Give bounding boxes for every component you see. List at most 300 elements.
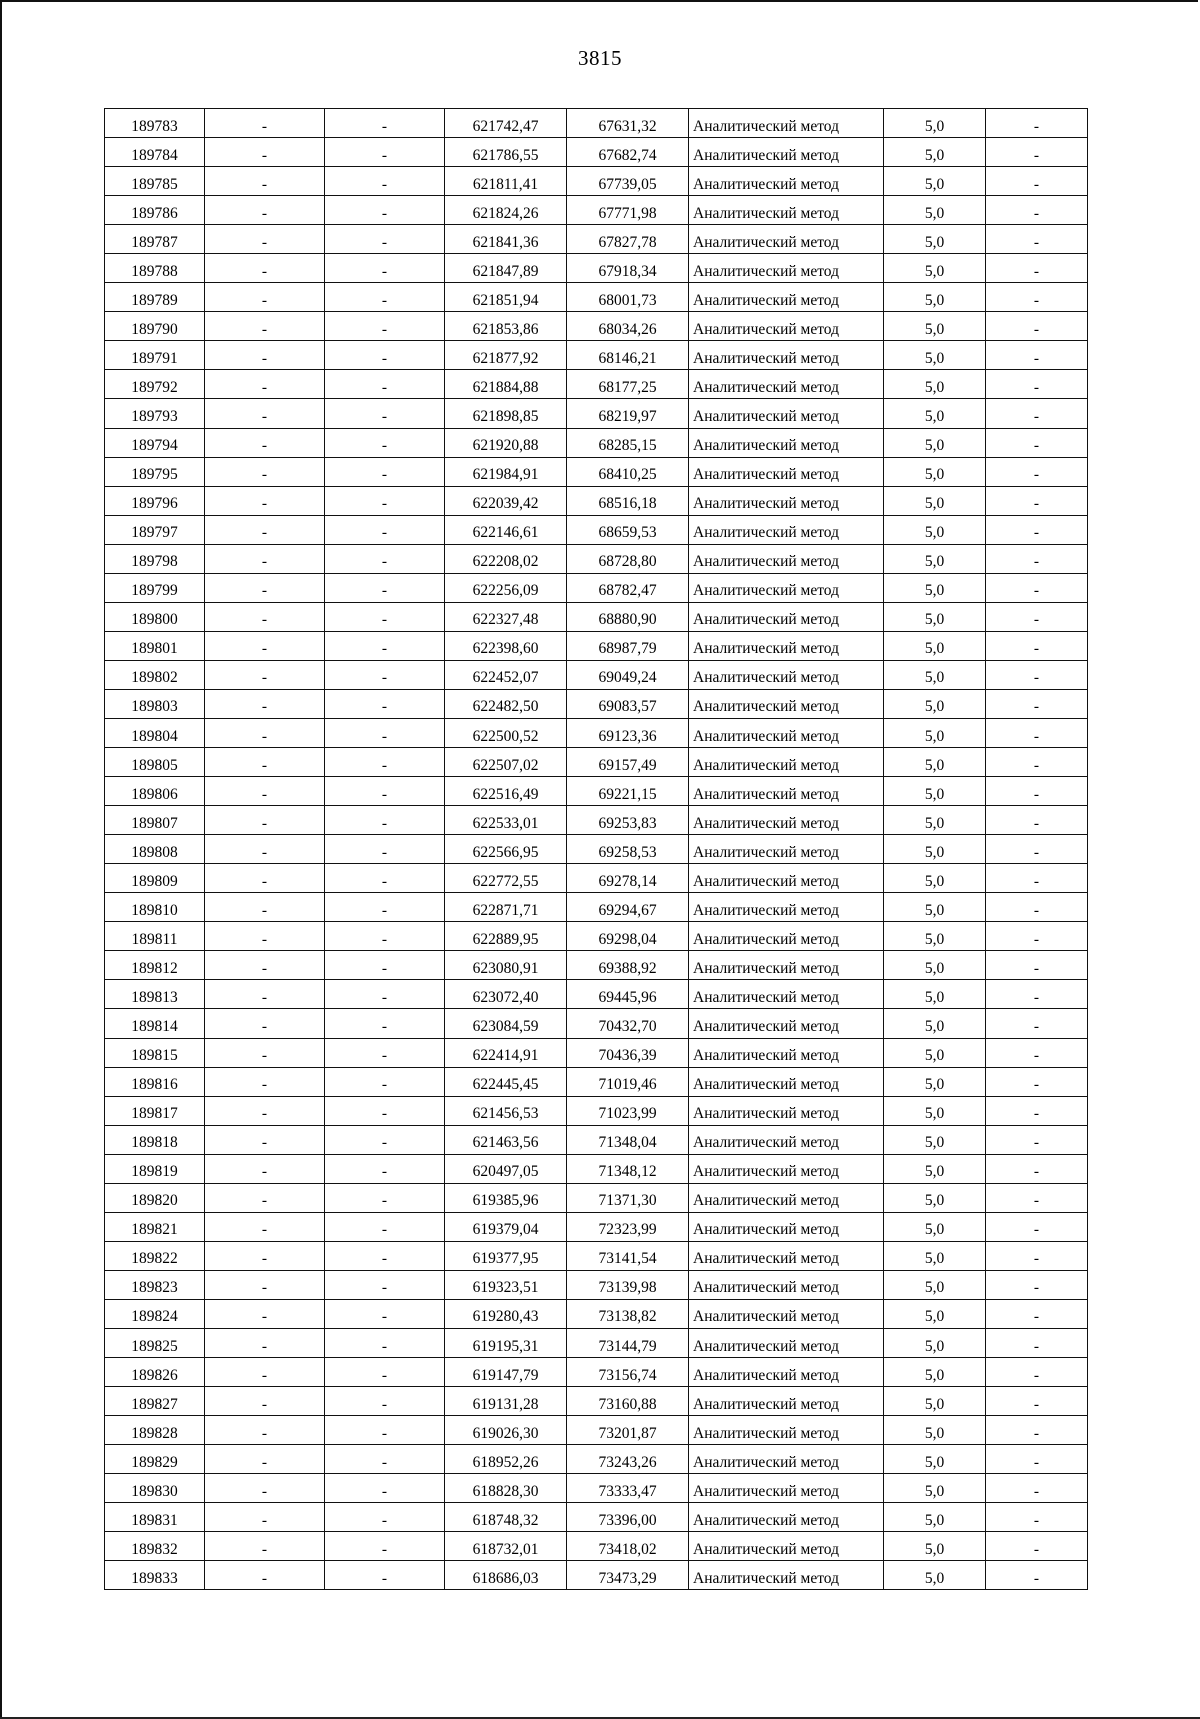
- coord-y-cell: 73201,87: [567, 1416, 689, 1445]
- table-row: [105, 835, 1088, 864]
- accuracy-cell: 5,0: [884, 1387, 986, 1416]
- accuracy-cell: 5,0: [884, 864, 986, 893]
- point-number-cell: 189816: [105, 1067, 205, 1096]
- empty-cell-2: -: [325, 1387, 445, 1416]
- empty-cell-3: -: [986, 196, 1088, 225]
- method-cell: Аналитический метод: [689, 312, 884, 341]
- point-number-cell: 189821: [105, 1212, 205, 1241]
- empty-cell-1: -: [205, 1067, 325, 1096]
- table-row: [105, 1183, 1088, 1212]
- empty-cell-1: -: [205, 922, 325, 951]
- empty-cell-2: -: [325, 922, 445, 951]
- table-row: [105, 748, 1088, 777]
- accuracy-cell: 5,0: [884, 515, 986, 544]
- method-cell: Аналитический метод: [689, 951, 884, 980]
- point-number-cell: 189830: [105, 1474, 205, 1503]
- method-cell: Аналитический метод: [689, 1125, 884, 1154]
- coord-x-cell: 622533,01: [445, 806, 567, 835]
- empty-cell-3: -: [986, 341, 1088, 370]
- coord-y-cell: 71023,99: [567, 1096, 689, 1125]
- coord-y-cell: 69294,67: [567, 893, 689, 922]
- method-cell: Аналитический метод: [689, 1270, 884, 1299]
- table-row: [105, 515, 1088, 544]
- empty-cell-3: -: [986, 1445, 1088, 1474]
- method-cell: Аналитический метод: [689, 1241, 884, 1270]
- coord-y-cell: 73160,88: [567, 1387, 689, 1416]
- point-number-cell: 189826: [105, 1358, 205, 1387]
- empty-cell-3: -: [986, 1212, 1088, 1241]
- coord-x-cell: 620497,05: [445, 1154, 567, 1183]
- empty-cell-1: -: [205, 428, 325, 457]
- coord-x-cell: 619147,79: [445, 1358, 567, 1387]
- point-number-cell: 189811: [105, 922, 205, 951]
- empty-cell-3: -: [986, 573, 1088, 602]
- empty-cell-2: -: [325, 1532, 445, 1561]
- accuracy-cell: 5,0: [884, 573, 986, 602]
- empty-cell-1: -: [205, 573, 325, 602]
- empty-cell-2: -: [325, 341, 445, 370]
- coord-x-cell: 621920,88: [445, 428, 567, 457]
- empty-cell-2: -: [325, 283, 445, 312]
- accuracy-cell: 5,0: [884, 1561, 986, 1590]
- coord-x-cell: 622445,45: [445, 1067, 567, 1096]
- coord-x-cell: 621456,53: [445, 1096, 567, 1125]
- coord-y-cell: 68285,15: [567, 428, 689, 457]
- table-row: [105, 1358, 1088, 1387]
- accuracy-cell: 5,0: [884, 138, 986, 167]
- empty-cell-3: -: [986, 399, 1088, 428]
- empty-cell-3: -: [986, 1328, 1088, 1357]
- table-row: [105, 1067, 1088, 1096]
- accuracy-cell: 5,0: [884, 196, 986, 225]
- method-cell: Аналитический метод: [689, 1299, 884, 1328]
- table-row: [105, 1009, 1088, 1038]
- empty-cell-3: -: [986, 1270, 1088, 1299]
- empty-cell-3: -: [986, 486, 1088, 515]
- empty-cell-2: -: [325, 1270, 445, 1299]
- empty-cell-3: -: [986, 1416, 1088, 1445]
- method-cell: Аналитический метод: [689, 1474, 884, 1503]
- method-cell: Аналитический метод: [689, 138, 884, 167]
- empty-cell-1: -: [205, 138, 325, 167]
- empty-cell-1: -: [205, 1358, 325, 1387]
- empty-cell-2: -: [325, 312, 445, 341]
- coord-y-cell: 68728,80: [567, 544, 689, 573]
- method-cell: Аналитический метод: [689, 660, 884, 689]
- table-row: [105, 399, 1088, 428]
- empty-cell-3: -: [986, 1067, 1088, 1096]
- method-cell: Аналитический метод: [689, 457, 884, 486]
- empty-cell-3: -: [986, 718, 1088, 747]
- accuracy-cell: 5,0: [884, 370, 986, 399]
- point-number-cell: 189785: [105, 167, 205, 196]
- accuracy-cell: 5,0: [884, 951, 986, 980]
- empty-cell-2: -: [325, 486, 445, 515]
- coord-x-cell: 621841,36: [445, 225, 567, 254]
- method-cell: Аналитический метод: [689, 399, 884, 428]
- empty-cell-2: -: [325, 864, 445, 893]
- coord-x-cell: 619131,28: [445, 1387, 567, 1416]
- accuracy-cell: 5,0: [884, 1474, 986, 1503]
- empty-cell-3: -: [986, 893, 1088, 922]
- empty-cell-2: -: [325, 1299, 445, 1328]
- empty-cell-1: -: [205, 835, 325, 864]
- point-number-cell: 189828: [105, 1416, 205, 1445]
- empty-cell-1: -: [205, 864, 325, 893]
- empty-cell-3: -: [986, 1154, 1088, 1183]
- empty-cell-2: -: [325, 370, 445, 399]
- empty-cell-1: -: [205, 1125, 325, 1154]
- empty-cell-2: -: [325, 573, 445, 602]
- coord-x-cell: 621786,55: [445, 138, 567, 167]
- point-number-cell: 189813: [105, 980, 205, 1009]
- accuracy-cell: 5,0: [884, 341, 986, 370]
- empty-cell-2: -: [325, 196, 445, 225]
- coord-y-cell: 68880,90: [567, 602, 689, 631]
- point-number-cell: 189784: [105, 138, 205, 167]
- point-number-cell: 189822: [105, 1241, 205, 1270]
- empty-cell-3: -: [986, 748, 1088, 777]
- coord-y-cell: 69123,36: [567, 718, 689, 747]
- coord-x-cell: 621847,89: [445, 254, 567, 283]
- table-row: [105, 341, 1088, 370]
- empty-cell-1: -: [205, 777, 325, 806]
- coord-x-cell: 621811,41: [445, 167, 567, 196]
- table-row: [105, 1096, 1088, 1125]
- empty-cell-2: -: [325, 1561, 445, 1590]
- coord-x-cell: 619195,31: [445, 1328, 567, 1357]
- method-cell: Аналитический метод: [689, 254, 884, 283]
- empty-cell-1: -: [205, 980, 325, 1009]
- empty-cell-3: -: [986, 1503, 1088, 1532]
- table-row: [105, 718, 1088, 747]
- coord-y-cell: 68146,21: [567, 341, 689, 370]
- accuracy-cell: 5,0: [884, 283, 986, 312]
- empty-cell-2: -: [325, 777, 445, 806]
- accuracy-cell: 5,0: [884, 225, 986, 254]
- coord-y-cell: 68177,25: [567, 370, 689, 399]
- empty-cell-2: -: [325, 631, 445, 660]
- coord-y-cell: 71019,46: [567, 1067, 689, 1096]
- method-cell: Аналитический метод: [689, 544, 884, 573]
- empty-cell-2: -: [325, 1009, 445, 1038]
- point-number-cell: 189812: [105, 951, 205, 980]
- empty-cell-2: -: [325, 138, 445, 167]
- empty-cell-1: -: [205, 1561, 325, 1590]
- accuracy-cell: 5,0: [884, 980, 986, 1009]
- point-number-cell: 189832: [105, 1532, 205, 1561]
- coord-x-cell: 618732,01: [445, 1532, 567, 1561]
- coord-x-cell: 621742,47: [445, 109, 567, 138]
- empty-cell-2: -: [325, 515, 445, 544]
- empty-cell-3: -: [986, 980, 1088, 1009]
- coord-x-cell: 622500,52: [445, 718, 567, 747]
- accuracy-cell: 5,0: [884, 748, 986, 777]
- coordinates-table: [104, 108, 1088, 1590]
- empty-cell-3: -: [986, 631, 1088, 660]
- method-cell: Аналитический метод: [689, 631, 884, 660]
- empty-cell-2: -: [325, 1183, 445, 1212]
- empty-cell-3: -: [986, 1474, 1088, 1503]
- method-cell: Аналитический метод: [689, 428, 884, 457]
- table-row: [105, 1474, 1088, 1503]
- empty-cell-1: -: [205, 167, 325, 196]
- table-row: [105, 225, 1088, 254]
- point-number-cell: 189792: [105, 370, 205, 399]
- coord-y-cell: 70436,39: [567, 1038, 689, 1067]
- coord-y-cell: 69253,83: [567, 806, 689, 835]
- empty-cell-1: -: [205, 254, 325, 283]
- empty-cell-1: -: [205, 1212, 325, 1241]
- coord-x-cell: 621877,92: [445, 341, 567, 370]
- coord-x-cell: 619385,96: [445, 1183, 567, 1212]
- method-cell: Аналитический метод: [689, 1358, 884, 1387]
- empty-cell-1: -: [205, 109, 325, 138]
- empty-cell-3: -: [986, 1358, 1088, 1387]
- point-number-cell: 189829: [105, 1445, 205, 1474]
- empty-cell-1: -: [205, 1154, 325, 1183]
- accuracy-cell: 5,0: [884, 1270, 986, 1299]
- empty-cell-3: -: [986, 1532, 1088, 1561]
- empty-cell-2: -: [325, 1474, 445, 1503]
- empty-cell-1: -: [205, 1241, 325, 1270]
- empty-cell-1: -: [205, 341, 325, 370]
- empty-cell-1: -: [205, 1416, 325, 1445]
- coord-x-cell: 621898,85: [445, 399, 567, 428]
- accuracy-cell: 5,0: [884, 1328, 986, 1357]
- coord-y-cell: 70432,70: [567, 1009, 689, 1038]
- point-number-cell: 189796: [105, 486, 205, 515]
- coordinates-table-body: [105, 109, 1088, 1590]
- point-number-cell: 189791: [105, 341, 205, 370]
- coord-x-cell: 621463,56: [445, 1125, 567, 1154]
- empty-cell-1: -: [205, 283, 325, 312]
- method-cell: Аналитический метод: [689, 1154, 884, 1183]
- coord-y-cell: 73156,74: [567, 1358, 689, 1387]
- method-cell: Аналитический метод: [689, 573, 884, 602]
- accuracy-cell: 5,0: [884, 312, 986, 341]
- point-number-cell: 189810: [105, 893, 205, 922]
- table-row: [105, 980, 1088, 1009]
- empty-cell-3: -: [986, 1096, 1088, 1125]
- table-row: [105, 1328, 1088, 1357]
- table-row: [105, 1416, 1088, 1445]
- coord-x-cell: 621824,26: [445, 196, 567, 225]
- empty-cell-2: -: [325, 1154, 445, 1183]
- point-number-cell: 189790: [105, 312, 205, 341]
- empty-cell-1: -: [205, 1299, 325, 1328]
- table-row: [105, 1038, 1088, 1067]
- coord-y-cell: 69049,24: [567, 660, 689, 689]
- accuracy-cell: 5,0: [884, 1299, 986, 1328]
- method-cell: Аналитический метод: [689, 370, 884, 399]
- empty-cell-2: -: [325, 806, 445, 835]
- accuracy-cell: 5,0: [884, 1416, 986, 1445]
- empty-cell-3: -: [986, 370, 1088, 399]
- coord-y-cell: 67827,78: [567, 225, 689, 254]
- method-cell: Аналитический метод: [689, 1038, 884, 1067]
- empty-cell-3: -: [986, 1299, 1088, 1328]
- method-cell: Аналитический метод: [689, 1009, 884, 1038]
- method-cell: Аналитический метод: [689, 864, 884, 893]
- point-number-cell: 189795: [105, 457, 205, 486]
- empty-cell-2: -: [325, 748, 445, 777]
- empty-cell-2: -: [325, 399, 445, 428]
- coord-y-cell: 72323,99: [567, 1212, 689, 1241]
- empty-cell-3: -: [986, 1387, 1088, 1416]
- table-row: [105, 109, 1088, 138]
- empty-cell-2: -: [325, 254, 445, 283]
- coord-y-cell: 68516,18: [567, 486, 689, 515]
- point-number-cell: 189804: [105, 718, 205, 747]
- table-row: [105, 631, 1088, 660]
- empty-cell-3: -: [986, 1561, 1088, 1590]
- empty-cell-1: -: [205, 515, 325, 544]
- empty-cell-3: -: [986, 660, 1088, 689]
- empty-cell-2: -: [325, 428, 445, 457]
- accuracy-cell: 5,0: [884, 399, 986, 428]
- empty-cell-1: -: [205, 457, 325, 486]
- point-number-cell: 189797: [105, 515, 205, 544]
- table-row: [105, 1445, 1088, 1474]
- method-cell: Аналитический метод: [689, 1387, 884, 1416]
- accuracy-cell: 5,0: [884, 167, 986, 196]
- point-number-cell: 189809: [105, 864, 205, 893]
- empty-cell-1: -: [205, 718, 325, 747]
- coord-y-cell: 67771,98: [567, 196, 689, 225]
- coord-x-cell: 621851,94: [445, 283, 567, 312]
- empty-cell-2: -: [325, 109, 445, 138]
- coord-x-cell: 622327,48: [445, 602, 567, 631]
- coord-y-cell: 68987,79: [567, 631, 689, 660]
- accuracy-cell: 5,0: [884, 777, 986, 806]
- accuracy-cell: 5,0: [884, 660, 986, 689]
- empty-cell-1: -: [205, 486, 325, 515]
- point-number-cell: 189793: [105, 399, 205, 428]
- coord-x-cell: 622772,55: [445, 864, 567, 893]
- empty-cell-3: -: [986, 1241, 1088, 1270]
- accuracy-cell: 5,0: [884, 1009, 986, 1038]
- empty-cell-2: -: [325, 1125, 445, 1154]
- point-number-cell: 189799: [105, 573, 205, 602]
- coord-x-cell: 623084,59: [445, 1009, 567, 1038]
- method-cell: Аналитический метод: [689, 1416, 884, 1445]
- point-number-cell: 189808: [105, 835, 205, 864]
- accuracy-cell: 5,0: [884, 689, 986, 718]
- empty-cell-2: -: [325, 1067, 445, 1096]
- empty-cell-1: -: [205, 893, 325, 922]
- coord-x-cell: 619323,51: [445, 1270, 567, 1299]
- coord-x-cell: 619377,95: [445, 1241, 567, 1270]
- point-number-cell: 189818: [105, 1125, 205, 1154]
- point-number-cell: 189801: [105, 631, 205, 660]
- method-cell: Аналитический метод: [689, 1503, 884, 1532]
- accuracy-cell: 5,0: [884, 1125, 986, 1154]
- table-row: [105, 1387, 1088, 1416]
- method-cell: Аналитический метод: [689, 835, 884, 864]
- empty-cell-3: -: [986, 312, 1088, 341]
- empty-cell-3: -: [986, 225, 1088, 254]
- point-number-cell: 189819: [105, 1154, 205, 1183]
- empty-cell-1: -: [205, 1445, 325, 1474]
- point-number-cell: 189806: [105, 777, 205, 806]
- table-row: [105, 254, 1088, 283]
- accuracy-cell: 5,0: [884, 806, 986, 835]
- table-row: [105, 1299, 1088, 1328]
- coord-y-cell: 69298,04: [567, 922, 689, 951]
- empty-cell-1: -: [205, 1387, 325, 1416]
- accuracy-cell: 5,0: [884, 718, 986, 747]
- accuracy-cell: 5,0: [884, 428, 986, 457]
- empty-cell-1: -: [205, 602, 325, 631]
- method-cell: Аналитический метод: [689, 109, 884, 138]
- coord-y-cell: 73333,47: [567, 1474, 689, 1503]
- method-cell: Аналитический метод: [689, 1067, 884, 1096]
- empty-cell-1: -: [205, 1328, 325, 1357]
- method-cell: Аналитический метод: [689, 748, 884, 777]
- empty-cell-2: -: [325, 1212, 445, 1241]
- empty-cell-1: -: [205, 689, 325, 718]
- empty-cell-3: -: [986, 428, 1088, 457]
- accuracy-cell: 5,0: [884, 1067, 986, 1096]
- empty-cell-1: -: [205, 1532, 325, 1561]
- table-row: [105, 1503, 1088, 1532]
- coord-y-cell: 67631,32: [567, 109, 689, 138]
- point-number-cell: 189787: [105, 225, 205, 254]
- table-row: [105, 1154, 1088, 1183]
- empty-cell-2: -: [325, 980, 445, 1009]
- method-cell: Аналитический метод: [689, 1183, 884, 1212]
- coord-y-cell: 71371,30: [567, 1183, 689, 1212]
- coord-x-cell: 621884,88: [445, 370, 567, 399]
- accuracy-cell: 5,0: [884, 1503, 986, 1532]
- method-cell: Аналитический метод: [689, 341, 884, 370]
- coord-x-cell: 622871,71: [445, 893, 567, 922]
- empty-cell-2: -: [325, 718, 445, 747]
- coord-y-cell: 67682,74: [567, 138, 689, 167]
- point-number-cell: 189786: [105, 196, 205, 225]
- method-cell: Аналитический метод: [689, 225, 884, 254]
- accuracy-cell: 5,0: [884, 1358, 986, 1387]
- page-number: 3815: [578, 46, 622, 70]
- coord-y-cell: 67918,34: [567, 254, 689, 283]
- point-number-cell: 189783: [105, 109, 205, 138]
- accuracy-cell: 5,0: [884, 109, 986, 138]
- method-cell: Аналитический метод: [689, 777, 884, 806]
- table-row: [105, 1532, 1088, 1561]
- coord-x-cell: 619026,30: [445, 1416, 567, 1445]
- empty-cell-1: -: [205, 660, 325, 689]
- table-row: [105, 283, 1088, 312]
- table-row: [105, 196, 1088, 225]
- table-row: [105, 573, 1088, 602]
- method-cell: Аналитический метод: [689, 1445, 884, 1474]
- empty-cell-3: -: [986, 109, 1088, 138]
- empty-cell-3: -: [986, 457, 1088, 486]
- empty-cell-3: -: [986, 864, 1088, 893]
- table-row: [105, 1561, 1088, 1590]
- empty-cell-3: -: [986, 922, 1088, 951]
- coord-x-cell: 618686,03: [445, 1561, 567, 1590]
- table-row: [105, 602, 1088, 631]
- method-cell: Аналитический метод: [689, 602, 884, 631]
- accuracy-cell: 5,0: [884, 457, 986, 486]
- accuracy-cell: 5,0: [884, 922, 986, 951]
- point-number-cell: 189820: [105, 1183, 205, 1212]
- method-cell: Аналитический метод: [689, 718, 884, 747]
- coord-x-cell: 618952,26: [445, 1445, 567, 1474]
- coord-x-cell: 619379,04: [445, 1212, 567, 1241]
